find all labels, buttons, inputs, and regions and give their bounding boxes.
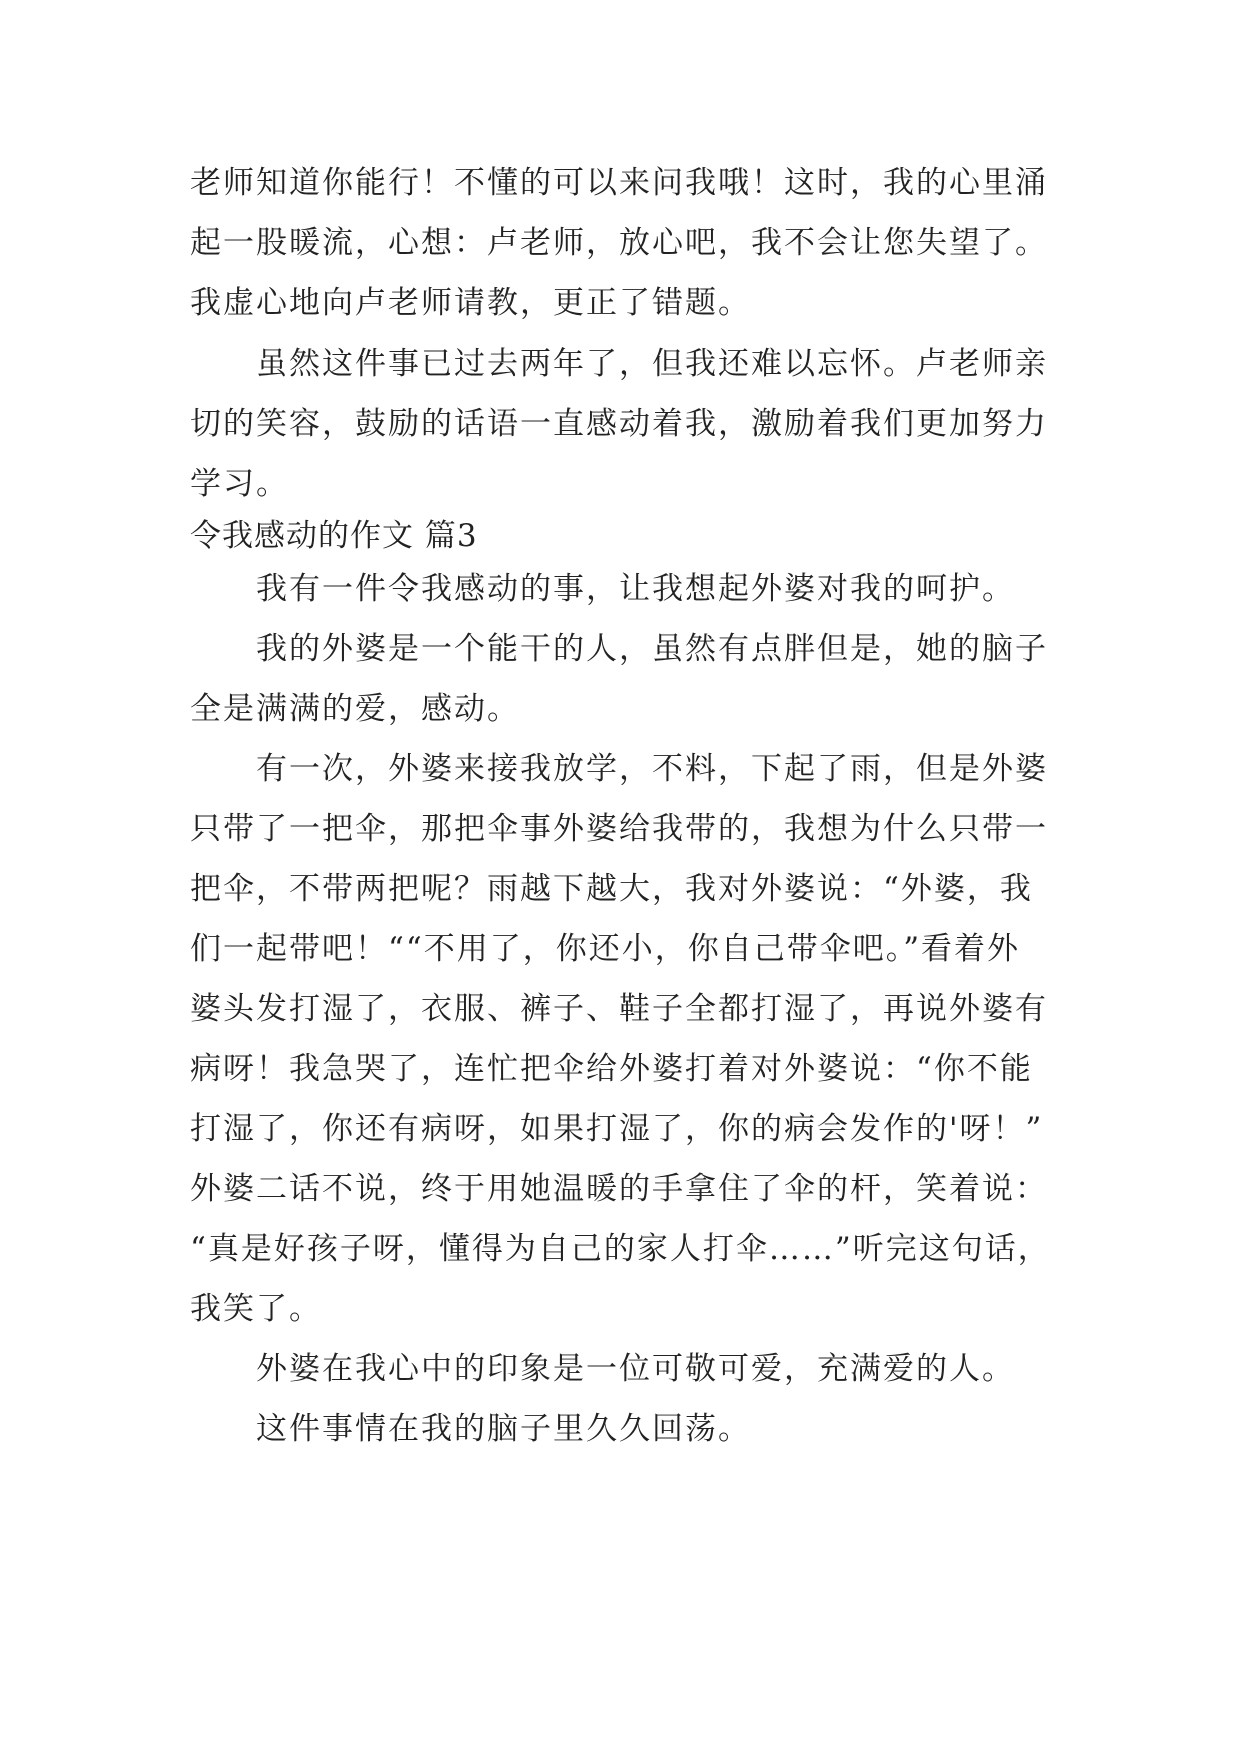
text-line: 打湿了，你还有病呀，如果打湿了，你的病会发作的'呀！” (190, 1111, 1044, 1147)
text-line: 病呀！我急哭了，连忙把伞给外婆打着对外婆说：“你不能 (190, 1051, 1033, 1087)
section-heading: 令我感动的作文 篇3 (190, 518, 478, 554)
text-line: 起一股暖流，心想：卢老师，放心吧，我不会让您失望了。 (190, 225, 1048, 261)
paragraph-first-line: 有一次，外婆来接我放学，不料，下起了雨，但是外婆 (256, 751, 1048, 787)
text-line: 婆头发打湿了，衣服、裤子、鞋子全都打湿了，再说外婆有 (190, 991, 1048, 1027)
text-line: 学习。 (190, 466, 289, 502)
text-line: 全是满满的爱，感动。 (190, 691, 520, 727)
text-line: 只带了一把伞，那把伞事外婆给我带的，我想为什么只带一 (190, 811, 1048, 847)
text-line: 我虚心地向卢老师请教，更正了错题。 (190, 285, 751, 321)
text-line: 们一起带吧！““不用了，你还小，你自己带伞吧。”看着外 (190, 931, 1021, 967)
text-line: 我笑了。 (190, 1291, 322, 1327)
text-line: 老师知道你能行！不懂的可以来问我哦！这时，我的心里涌 (190, 165, 1048, 201)
text-line: 切的笑容，鼓励的话语一直感动着我，激励着我们更加努力 (190, 406, 1048, 442)
paragraph-first-line: 外婆在我心中的印象是一位可敬可爱，充满爱的人。 (256, 1351, 1015, 1387)
paragraph-first-line: 我的外婆是一个能干的人，虽然有点胖但是，她的脑子 (256, 631, 1048, 667)
text-line: “真是好孩子呀，懂得为自己的家人打伞……”听完这句话， (190, 1231, 1051, 1267)
paragraph-first-line: 我有一件令我感动的事，让我想起外婆对我的呵护。 (256, 571, 1015, 607)
paragraph-first-line: 虽然这件事已过去两年了，但我还难以忘怀。卢老师亲 (256, 346, 1048, 382)
text-line: 外婆二话不说，终于用她温暖的手拿住了伞的杆，笑着说： (190, 1171, 1048, 1207)
paragraph-first-line: 这件事情在我的脑子里久久回荡。 (256, 1411, 751, 1447)
text-line: 把伞，不带两把呢？雨越下越大，我对外婆说：“外婆，我 (190, 871, 1033, 907)
